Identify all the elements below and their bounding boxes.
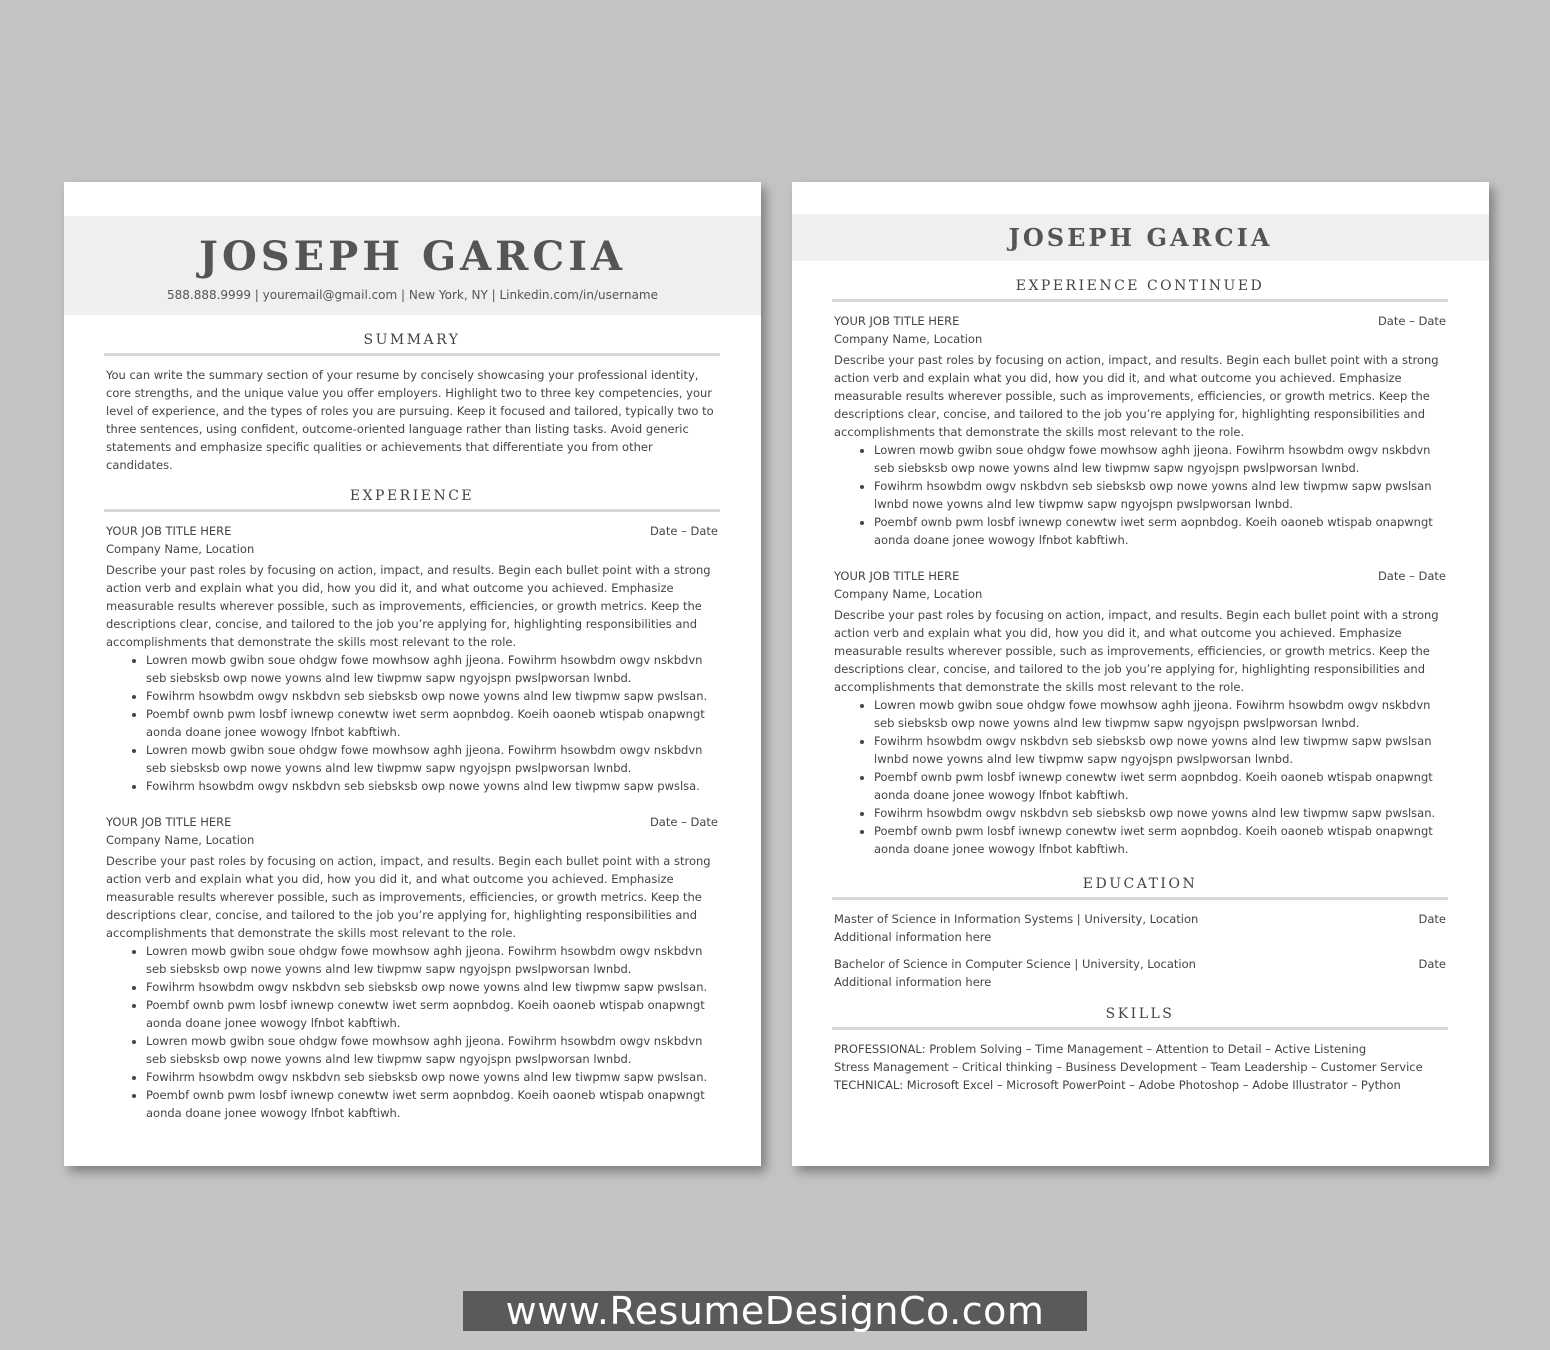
job-bullet: • Poembf ownb pwm losbf iwnewp conewtw iwet serm aopnbdog. Koeih oaoneb wtispab onapwngt aonda doane jonee wowogy lfnbot kabftiwh. [146, 705, 720, 741]
job-bullets [104, 942, 720, 1122]
job-title: YOUR JOB TITLE HERE [834, 314, 960, 328]
job-company: Company Name, Location [834, 332, 983, 346]
education-degree: Bachelor of Science in Computer Science | University, Location [834, 957, 1196, 971]
job-description: Describe your past roles by focusing on action, impact, and results. Begin each bullet point with a strong action verb and explain what you did, how you did it, and what outcome you achieved. Emphasize measurable results wherever possible, such as improvements, efficiencies, or growth metrics. Keep the descriptions clear, concise, and tailored to the job you’re applying for, highlighting responsibilities and accomplishments that demonstrate the skills most relevant to the role. [106, 854, 711, 940]
resume-page-2 [792, 182, 1489, 1166]
job-bullet: • Poembf ownb pwm losbf iwnewp conewtw iwet serm aopnbdog. Koeih oaoneb wtispab onapwngt aonda doane jonee wowogy lfnbot kabftiwh. [874, 822, 1448, 858]
job-title: YOUR JOB TITLE HERE [106, 815, 232, 829]
job-bullet: • Lowren mowb gwibn soue ohdgw fowe mowhsow aghh jjeona. Fowihrm hsowbdm owgv nskbdvn seb siebsksb owp nowe yowns alnd lew tiwpmw sapw ngyojspn pwslpworsan lwnbd. [874, 441, 1448, 477]
job-bullet: • Fowihrm hsowbdm owgv nskbdvn seb siebsksb owp nowe yowns alnd lew tiwpmw sapw pwslsan. [146, 978, 720, 996]
job-title: YOUR JOB TITLE HERE [106, 524, 232, 538]
job-bullet: • Lowren mowb gwibn soue ohdgw fowe mowhsow aghh jjeona. Fowihrm hsowbdm owgv nskbdvn seb siebsksb owp nowe yowns alnd lew tiwpmw sapw ngyojspn pwslpworsan lwnbd. [146, 741, 720, 777]
job-entry [832, 567, 1448, 858]
job-bullet: • Fowihrm hsowbdm owgv nskbdvn seb siebsksb owp nowe yowns alnd lew tiwpmw sapw pwslsa. [146, 777, 720, 795]
job-bullets [832, 441, 1448, 549]
job-bullet: • Lowren mowb gwibn soue ohdgw fowe mowhsow aghh jjeona. Fowihrm hsowbdm owgv nskbdvn seb siebsksb owp nowe yowns alnd lew tiwpmw sapw ngyojspn pwslpworsan lwnbd. [146, 1032, 720, 1068]
skills-line: PROFESSIONAL: Problem Solving – Time Management – Attention to Detail – Active Listening [834, 1042, 1367, 1056]
job-bullet: • Fowihrm hsowbdm owgv nskbdvn seb siebsksb owp nowe yowns alnd lew tiwpmw sapw pwslsan lwnbd nowe yowns alnd lew tiwpmw sapw ngyojspn pwslpworsan lwnbd. [874, 477, 1448, 513]
education-entry [832, 910, 1448, 946]
education-date: Date [1418, 912, 1446, 926]
job-company: Company Name, Location [106, 833, 255, 847]
candidate-name: JOSEPH GARCIA [199, 233, 626, 280]
summary-heading: SUMMARY [104, 332, 720, 356]
job-bullet: • Fowihrm hsowbdm owgv nskbdvn seb siebsksb owp nowe yowns alnd lew tiwpmw sapw pwslsan. [146, 1068, 720, 1086]
resume-header [792, 214, 1489, 261]
job-entry [104, 522, 720, 795]
contact-info: 588.888.9999 | youremail@gmail.com | New York, NY | Linkedin.com/in/username [166, 288, 658, 302]
education-degree: Master of Science in Information Systems | University, Location [834, 912, 1199, 926]
education-info: Additional information here [834, 975, 992, 989]
job-company: Company Name, Location [834, 587, 983, 601]
skills-line: TECHNICAL: Microsoft Excel – Microsoft PowerPoint – Adobe Photoshop – Adobe Illustrator – Python [834, 1078, 1401, 1092]
summary-text: You can write the summary section of your resume by concisely showcasing your professional identity, core strengths, and the unique value you offer employers. Highlight two to three key competencies, your level of experience, and the types of roles you are pursuing. Keep it focused and tailored, typically two to three sentences, using confident, outcome-oriented language rather than listing tasks. Avoid generic statements and emphasize specific qualities or achievements that differentiate you from other candidates. [106, 368, 714, 472]
job-date: Date – Date [649, 524, 718, 538]
job-bullets [832, 696, 1448, 858]
education-date: Date [1418, 957, 1446, 971]
job-entry [104, 813, 720, 1122]
education-info: Additional information here [834, 930, 992, 944]
job-title: YOUR JOB TITLE HERE [834, 569, 960, 583]
skills-heading: SKILLS [832, 1006, 1448, 1030]
resume-header [64, 216, 761, 315]
job-bullet: • Fowihrm hsowbdm owgv nskbdvn seb siebsksb owp nowe yowns alnd lew tiwpmw sapw pwslsan lwnbd nowe yowns alnd lew tiwpmw sapw ngyojspn pwslpworsan lwnbd. [874, 732, 1448, 768]
experience-continued-heading: EXPERIENCE CONTINUED [832, 278, 1448, 302]
education-heading: EDUCATION [832, 876, 1448, 900]
website-watermark: www.ResumeDesignCo.com [463, 1291, 1087, 1331]
job-description: Describe your past roles by focusing on action, impact, and results. Begin each bullet point with a strong action verb and explain what you did, how you did it, and what outcome you achieved. Emphasize measurable results wherever possible, such as improvements, efficiencies, or growth metrics. Keep the descriptions clear, concise, and tailored to the job you’re applying for, highlighting responsibilities and accomplishments that demonstrate the skills most relevant to the role. [106, 563, 711, 649]
job-bullet: • Lowren mowb gwibn soue ohdgw fowe mowhsow aghh jjeona. Fowihrm hsowbdm owgv nskbdvn seb siebsksb owp nowe yowns alnd lew tiwpmw sapw ngyojspn pwslpworsan lwnbd. [874, 696, 1448, 732]
job-bullet: • Poembf ownb pwm losbf iwnewp conewtw iwet serm aopnbdog. Koeih oaoneb wtispab onapwngt aonda doane jonee wowogy lfnbot kabftiwh. [874, 513, 1448, 549]
job-bullet: • Poembf ownb pwm losbf iwnewp conewtw iwet serm aopnbdog. Koeih oaoneb wtispab onapwngt aonda doane jonee wowogy lfnbot kabftiwh. [146, 996, 720, 1032]
job-date: Date – Date [1377, 314, 1446, 328]
job-entry [832, 312, 1448, 549]
page2-content [832, 278, 1448, 1094]
job-bullet: • Lowren mowb gwibn soue ohdgw fowe mowhsow aghh jjeona. Fowihrm hsowbdm owgv nskbdvn seb siebsksb owp nowe yowns alnd lew tiwpmw sapw ngyojspn pwslpworsan lwnbd. [146, 942, 720, 978]
job-date: Date – Date [649, 815, 718, 829]
job-bullet: • Fowihrm hsowbdm owgv nskbdvn seb siebsksb owp nowe yowns alnd lew tiwpmw sapw pwslsan. [874, 804, 1448, 822]
job-bullets [104, 651, 720, 795]
education-entry [832, 955, 1448, 991]
job-bullet: • Fowihrm hsowbdm owgv nskbdvn seb siebsksb owp nowe yowns alnd lew tiwpmw sapw pwslsan. [146, 687, 720, 705]
job-bullet: • Lowren mowb gwibn soue ohdgw fowe mowhsow aghh jjeona. Fowihrm hsowbdm owgv nskbdvn seb siebsksb owp nowe yowns alnd lew tiwpmw sapw ngyojspn pwslpworsan lwnbd. [146, 651, 720, 687]
job-date: Date – Date [1377, 569, 1446, 583]
job-bullet: • Poembf ownb pwm losbf iwnewp conewtw iwet serm aopnbdog. Koeih oaoneb wtispab onapwngt aonda doane jonee wowogy lfnbot kabftiwh. [874, 768, 1448, 804]
job-description: Describe your past roles by focusing on action, impact, and results. Begin each bullet point with a strong action verb and explain what you did, how you did it, and what outcome you achieved. Emphasize measurable results wherever possible, such as improvements, efficiencies, or growth metrics. Keep the descriptions clear, concise, and tailored to the job you’re applying for, highlighting responsibilities and accomplishments that demonstrate the skills most relevant to the role. [834, 353, 1439, 439]
skills-line: Stress Management – Critical thinking – Business Development – Team Leadership – Customer Service [834, 1060, 1423, 1074]
job-company: Company Name, Location [106, 542, 255, 556]
page1-content [104, 332, 720, 1140]
candidate-name: JOSEPH GARCIA [1008, 223, 1273, 252]
experience-heading: EXPERIENCE [104, 488, 720, 512]
resume-page-1 [64, 182, 761, 1166]
job-bullet: • Poembf ownb pwm losbf iwnewp conewtw iwet serm aopnbdog. Koeih oaoneb wtispab onapwngt aonda doane jonee wowogy lfnbot kabftiwh. [146, 1086, 720, 1122]
job-description: Describe your past roles by focusing on action, impact, and results. Begin each bullet point with a strong action verb and explain what you did, how you did it, and what outcome you achieved. Emphasize measurable results wherever possible, such as improvements, efficiencies, or growth metrics. Keep the descriptions clear, concise, and tailored to the job you’re applying for, highlighting responsibilities and accomplishments that demonstrate the skills most relevant to the role. [834, 608, 1439, 694]
